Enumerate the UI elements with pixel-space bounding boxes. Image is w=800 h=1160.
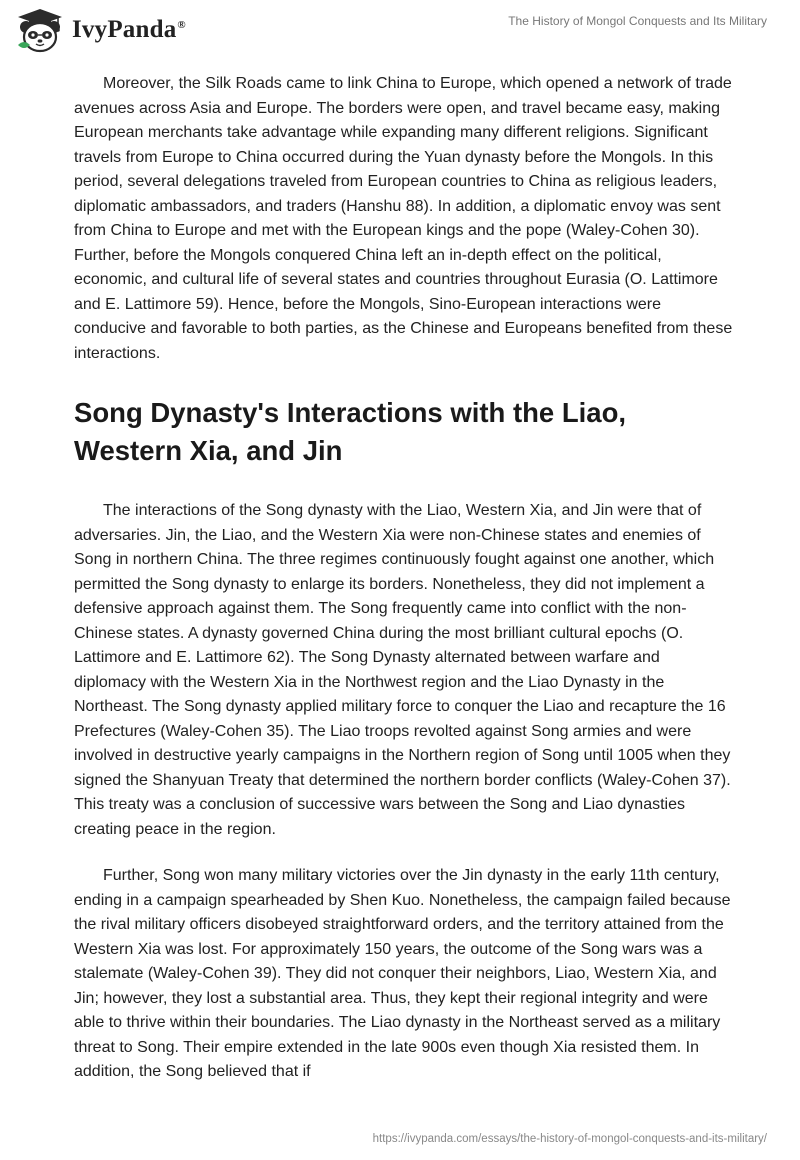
section-heading: Song Dynasty's Interactions with the Liao, Western Xia, and Jin: [74, 397, 627, 466]
brand-logo[interactable]: [14, 7, 186, 53]
document-title: The History of Mongol Conquests and Its Military: [508, 14, 767, 28]
page-header: [0, 0, 800, 62]
paragraph-2: The interactions of the Song dynasty with the Liao, Western Xia, and Jin were that of adversaries. Jin, the Liao, and the Western Xia were non-Chinese states and enemies of Song in northern China. The three regimes continuously fought against one another, which permitted the Song dynasty to enlarge its borders. Nonetheless, they did not implement a defensive approach against them. The Song frequently came into conflict with the non-Chinese states. A dynasty governed China during the most brilliant cultural epochs (O. Lattimore and E. Lattimore 62). The Song Dynasty alternated between warfare and diplomacy with the Western Xia in the Northwest region and the Liao Dynasty in the Northeast. The Song dynasty applied military force to conquer the Liao and recapture the 16 Prefectures (Waley-Cohen 35). The Liao troops revolted against Song armies and were involved in destructive yearly campaigns in the Northern region of Song until 1005 when they signed the Shanyuan Treaty that determined the northern border conflicts (Waley-Cohen 37). This treaty was a conclusion of successive wars between the Song and Liao dynasties creating peace in the region.: [74, 502, 731, 838]
essay-body: [74, 72, 734, 1085]
paragraph-3: Further, Song won many military victories over the Jin dynasty in the early 11th century, ending in a campaign spearheaded by Shen Kuo. Nonetheless, the campaign failed because the rival military officers disobeyed straightforward orders, and the territory attained from the Western Xia was lost. For approximately 150 years, the outcome of the Song wars was a stalemate (Waley-Cohen 39). They did not conquer their neighbors, Liao, Western Xia, and Jin; however, they lost a substantial area. Thus, they kept their regional integrity and were able to thrive within their boundaries. The Liao dynasty in the Northeast served as a military threat to Song. Their empire extended in the late 900s even though Xia resisted them. In addition, the Song believed that if: [74, 867, 731, 1080]
registered-mark: ®: [177, 18, 186, 31]
paragraph-1: Moreover, the Silk Roads came to link China to Europe, which opened a network of trade avenues across Asia and Europe. The borders were open, and travel became easy, making European merchants take advantage while expanding many different religions. Significant travels from Europe to China occurred during the Yuan dynasty before the Mongols. In this period, several delegations traveled from European countries to China as religious leaders, diplomatic ambassadors, and traders (Hanshu 88). In addition, a diplomatic envoy was sent from China to Europe and met with the European kings and the pope (Waley-Cohen 30). Further, before the Mongols conquered China left an in-depth effect on the political, economic, and cultural life of several states and countries throughout Eurasia (O. Lattimore and E. Lattimore 59). Hence, before the Mongols, Sino-European interactions were conducive and favorable to both parties, as the Chinese and Europeans benefited from these interactions.: [74, 75, 733, 362]
brand-name: IvyPanda®: [72, 16, 186, 43]
panda-mascot-icon: [14, 7, 66, 53]
source-url-link[interactable]: https://ivypanda.com/essays/the-history-of-mongol-conquests-and-its-military/: [372, 1133, 767, 1145]
